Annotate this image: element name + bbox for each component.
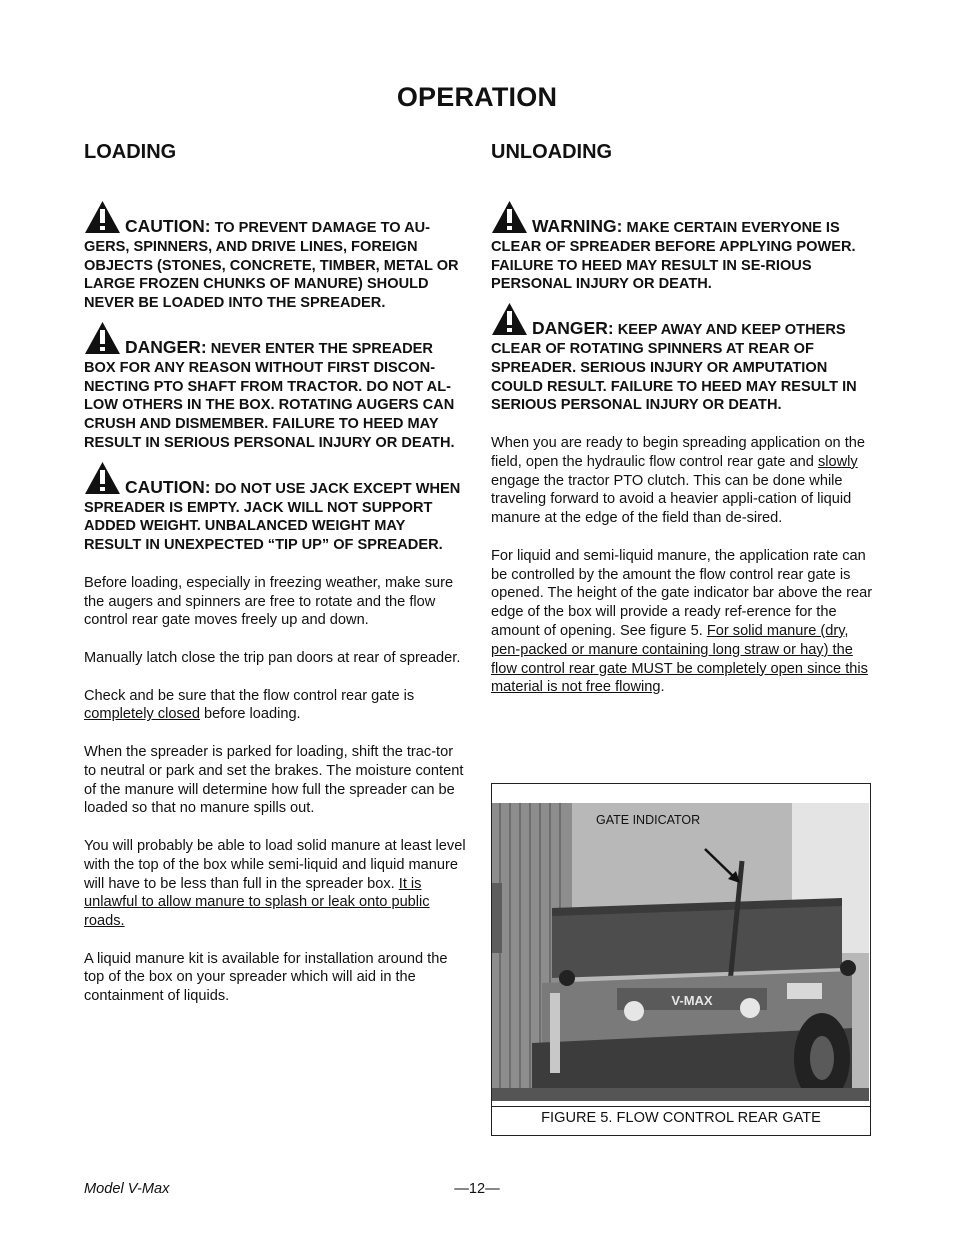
paragraph: Before loading, especially in freezing weather, make sure the augers and spinners are free to rotate and the flow control rear gate moves freely up and down. xyxy=(84,574,454,629)
paragraph xyxy=(84,837,466,931)
text-run: Check and be sure that the flow control rear gate is xyxy=(84,687,415,704)
warning-label: CAUTION: xyxy=(125,216,211,236)
text-run: You will probably be able to load solid manure at least level with the top of the box while semi-liquid and liquid manure will have to be less than full in the spreader box. xyxy=(84,837,466,892)
loading-column xyxy=(84,140,466,1025)
warning-triangle-icon xyxy=(491,200,528,234)
warning-label: DANGER: xyxy=(532,318,614,339)
underlined-text: slowly xyxy=(817,453,858,470)
gate-indicator-callout: GATE INDICATOR xyxy=(596,813,701,827)
caution-notice xyxy=(84,200,466,313)
unloading-column xyxy=(491,140,873,716)
text-run: before loading. xyxy=(200,706,301,723)
figure-caption: FIGURE 5. FLOW CONTROL REAR GATE xyxy=(492,1106,870,1126)
danger-notice xyxy=(491,302,873,415)
loading-heading: LOADING xyxy=(84,141,177,163)
underlined-text: It is unlawful to allow manure to splash or leak onto public roads. xyxy=(84,875,430,930)
paragraph: A liquid manure kit is available for installation around the top of the box on your spreader which will aid in the containment of liquids. xyxy=(84,950,448,1005)
text-run: . xyxy=(660,679,665,696)
paragraph xyxy=(84,687,466,725)
warning-label: DANGER: xyxy=(125,336,207,357)
warning-triangle-icon xyxy=(84,321,121,355)
paragraph: Manually latch close the trip pan doors at rear of spreader. xyxy=(84,649,461,666)
text-run: For liquid and semi-liquid manure, the application rate can be controlled by the amount the flow control rear gate is opened. The height of the gate indicator bar above the rear edge of the box will provide a ready ref-erence for the amount of opening. See figure 5. xyxy=(491,547,873,639)
text-run: engage the tractor PTO clutch. This can be done while traveling forward to avoid a heavier appli-cation of liquid manure at the edge of the field than de-sired. xyxy=(491,472,852,527)
warning-text: DO NOT USE JACK EXCEPT WHEN SPREADER IS EMPTY. JACK WILL NOT SUPPORT ADDED WEIGHT. UNBALANCED WEIGHT MAY RESULT IN UNEXPECTED “TIP UP” OF SPREADER. xyxy=(84,480,461,554)
warning-label: WARNING: xyxy=(532,216,623,236)
warning-notice xyxy=(491,200,873,294)
page-title: OPERATION xyxy=(396,82,558,112)
paragraph: When the spreader is parked for loading, shift the trac-tor to neutral or park and set the brakes. The moisture content of the manure will determine how full the spreader can be loaded so that no manure spills out. xyxy=(84,743,464,817)
warning-text: TO PREVENT DAMAGE TO AU-GERS, SPINNERS, AND DRIVE LINES, FOREIGN OBJECTS (STONES, CONCRETE, TIMBER, METAL OR LARGE FROZEN CHUNKS OF MANURE) SHOULD NEVER BE LOADED INTO THE SPREADER. xyxy=(84,220,459,312)
danger-notice xyxy=(84,321,466,453)
paragraph xyxy=(491,547,873,697)
caution-notice xyxy=(84,461,466,555)
warning-label: CAUTION: xyxy=(125,476,211,497)
spreader-photo xyxy=(492,803,869,1101)
spreader-photo-illustration xyxy=(492,803,869,1101)
photo-brand-label: V-MAX xyxy=(671,993,713,1008)
underlined-text: For solid manure (dry, pen-packed or manure containing long straw or hay) the flow control rear gate MUST be completely open since this material is not free flowing xyxy=(491,622,868,696)
warning-text: KEEP AWAY AND KEEP OTHERS CLEAR OF ROTATING SPINNERS AT REAR OF SPREADER. SERIOUS INJURY OR AMPUTATION COULD RESULT. FAILURE TO HEED MAY RESULT IN SERIOUS PERSONAL INJURY OR DEATH. xyxy=(491,322,857,414)
warning-text: MAKE CERTAIN EVERYONE IS CLEAR OF SPREADER BEFORE APPLYING POWER. FAILURE TO HEED MAY RESULT IN SE-RIOUS PERSONAL INJURY OR DEATH. xyxy=(491,220,856,293)
warning-text: NEVER ENTER THE SPREADER BOX FOR ANY REASON WITHOUT FIRST DISCON-NECTING PTO SHAFT FROM TRACTOR. DO NOT AL-LOW OTHERS IN THE BOX. ROTATING AUGERS CAN CRUSH AND DISMEMBER. FAILURE TO HEED MAY RESULT IN SERIOUS PERSONAL INJURY OR DEATH. xyxy=(84,340,455,451)
figure-5 xyxy=(491,783,871,1136)
warning-triangle-icon xyxy=(84,200,121,234)
underlined-text: completely closed xyxy=(84,706,200,723)
text-run: When you are ready to begin spreading application on the field, open the hydraulic flow control rear gate and xyxy=(491,434,866,470)
unloading-heading: UNLOADING xyxy=(491,141,613,163)
paragraph xyxy=(491,434,873,528)
warning-triangle-icon xyxy=(491,302,528,336)
page-number: —12— xyxy=(454,1181,500,1197)
footer-model: Model V-Max xyxy=(84,1181,170,1197)
warning-triangle-icon xyxy=(84,461,121,495)
